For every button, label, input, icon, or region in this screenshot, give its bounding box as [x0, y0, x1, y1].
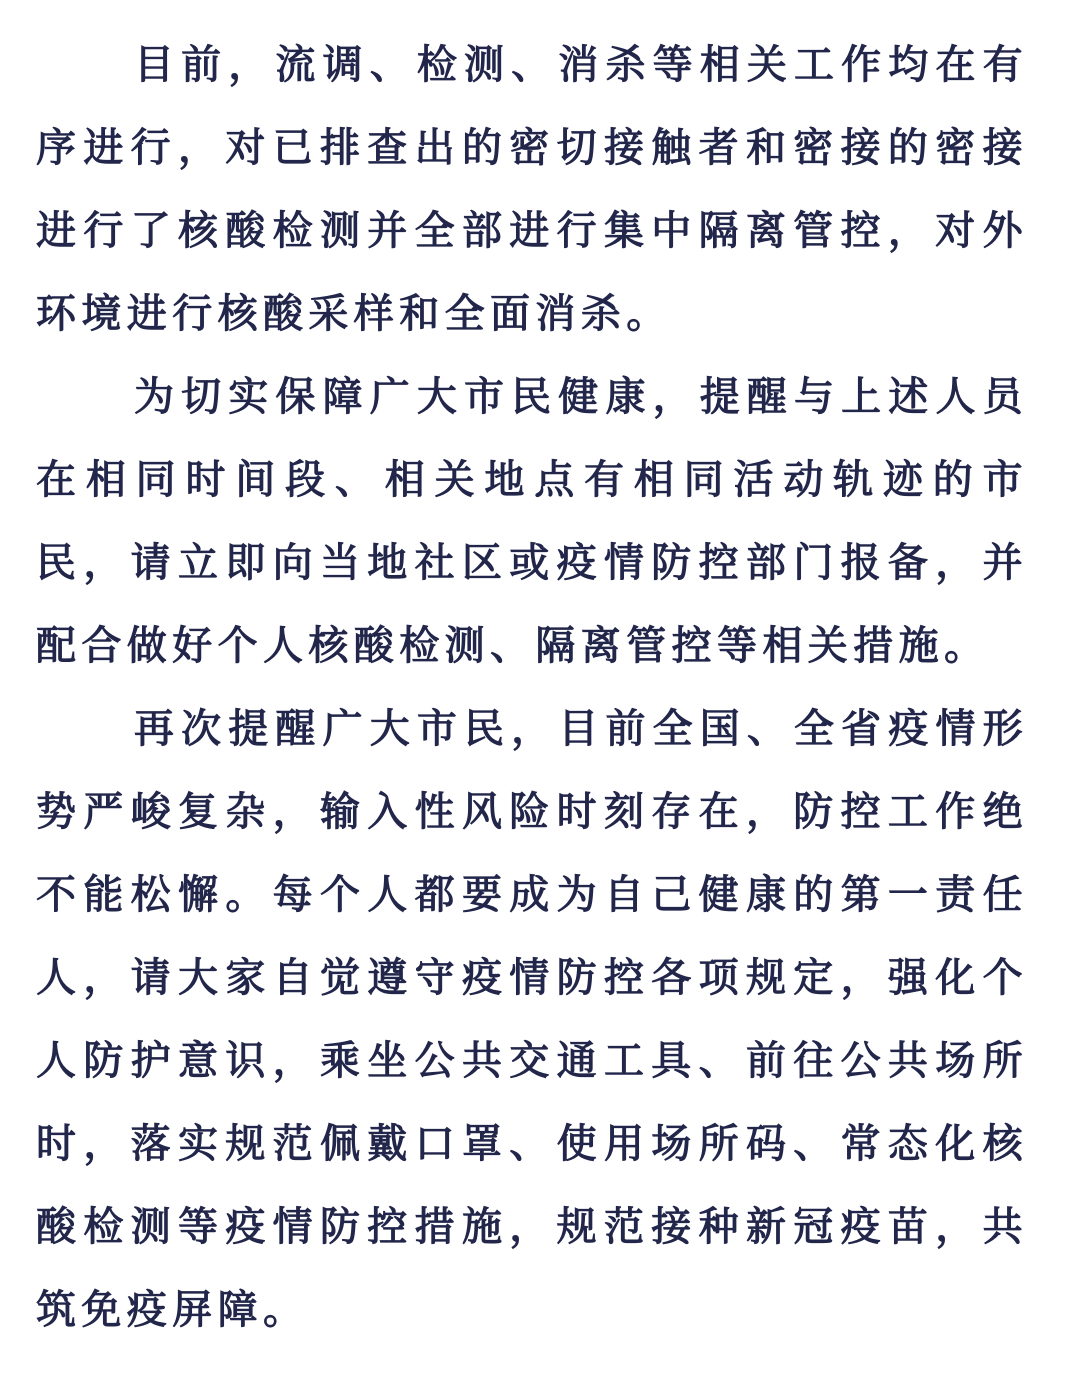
article-body — [36, 24, 1028, 1352]
paragraph-public-reminder: 再次提醒广大市民，目前全国、全省疫情形势严峻复杂，输入性风险时刻存在，防控工作绝不能松懈。每个人都要成为自己健康的第一责任人，请大家自觉遵守疫情防控各项规定，强化个人防护意识，乘坐公共交通工具、前往公共场所时，落实规范佩戴口罩、使用场所码、常态化核酸检测等疫情防控措施，规范接种新冠疫苗，共筑免疫屏障。 — [36, 706, 1028, 1333]
paragraph-prevention-work: 目前，流调、检测、消杀等相关工作均在有序进行，对已排查出的密切接触者和密接的密接进行了核酸检测并全部进行集中隔离管控，对外环境进行核酸采样和全面消杀。 — [36, 42, 1028, 337]
paragraph-report-reminder: 为切实保障广大市民健康，提醒与上述人员在相同时间段、相关地点有相同活动轨迹的市民，请立即向当地社区或疫情防控部门报备，并配合做好个人核酸检测、隔离管控等相关措施。 — [36, 374, 1028, 669]
